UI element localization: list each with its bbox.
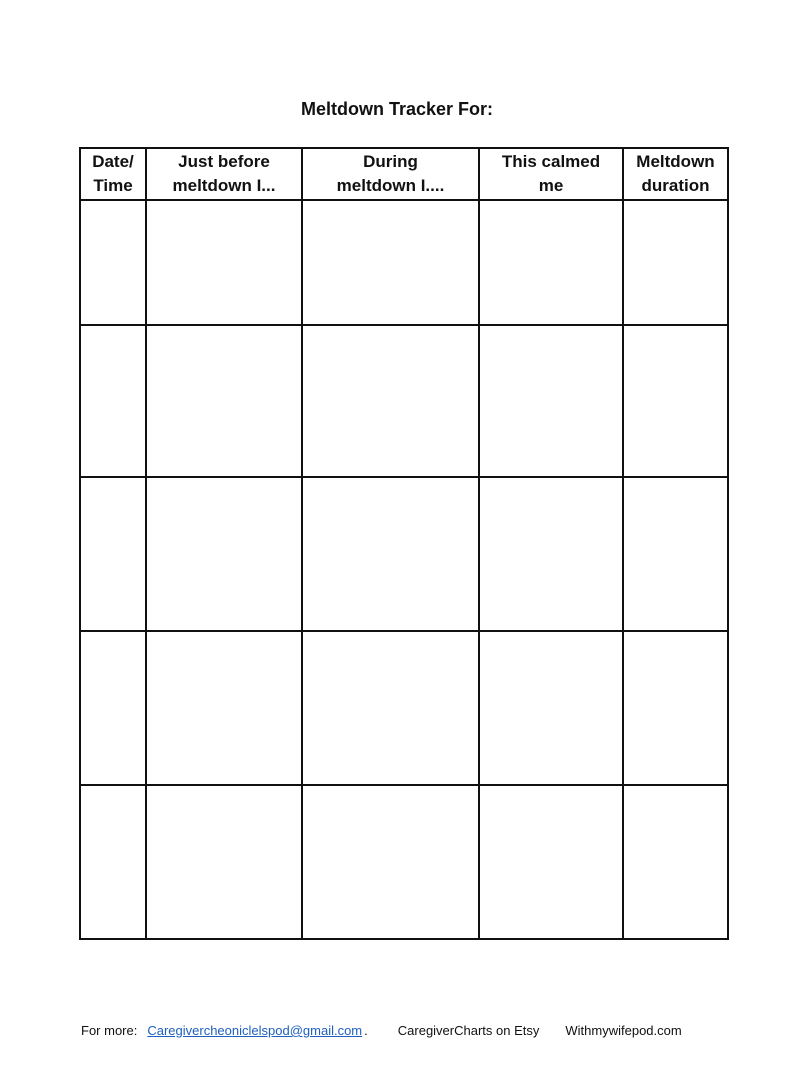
table-row <box>80 200 728 325</box>
footer-lead-text: For more: <box>81 1023 138 1038</box>
footer-email-link[interactable]: Caregivercheoniclelspod@gmail.com <box>147 1023 363 1038</box>
cell-just-before[interactable] <box>146 200 302 325</box>
header-just-before: Just before meltdown I... <box>146 148 302 200</box>
cell-during[interactable] <box>302 200 479 325</box>
cell-just-before[interactable] <box>146 785 302 939</box>
cell-during[interactable] <box>302 325 479 477</box>
cell-date-time[interactable] <box>80 631 146 785</box>
cell-during[interactable] <box>302 631 479 785</box>
cell-duration[interactable] <box>623 631 728 785</box>
meltdown-tracker-table <box>79 147 729 940</box>
cell-duration[interactable] <box>623 200 728 325</box>
footer-separator: . <box>364 1023 368 1038</box>
cell-date-time[interactable] <box>80 325 146 477</box>
cell-just-before[interactable] <box>146 631 302 785</box>
cell-calmed[interactable] <box>479 477 623 631</box>
header-calmed: This calmed me <box>479 148 623 200</box>
cell-duration[interactable] <box>623 785 728 939</box>
header-duration: Meltdown duration <box>623 148 728 200</box>
table-row <box>80 631 728 785</box>
page-title: Meltdown Tracker For: <box>300 99 494 119</box>
header-during: During meltdown I.... <box>302 148 479 200</box>
footer-site-text: Withmywifepod.com <box>565 1023 682 1038</box>
footer-etsy-text: CaregiverCharts on Etsy <box>397 1023 540 1038</box>
footer <box>81 1022 741 1040</box>
cell-calmed[interactable] <box>479 325 623 477</box>
table-header-row <box>80 148 728 200</box>
header-date-time: Date/ Time <box>80 148 146 200</box>
cell-calmed[interactable] <box>479 785 623 939</box>
cell-duration[interactable] <box>623 477 728 631</box>
cell-calmed[interactable] <box>479 200 623 325</box>
cell-during[interactable] <box>302 785 479 939</box>
table-row <box>80 477 728 631</box>
cell-date-time[interactable] <box>80 785 146 939</box>
cell-duration[interactable] <box>623 325 728 477</box>
cell-just-before[interactable] <box>146 325 302 477</box>
table-row <box>80 325 728 477</box>
cell-calmed[interactable] <box>479 631 623 785</box>
cell-date-time[interactable] <box>80 200 146 325</box>
cell-just-before[interactable] <box>146 477 302 631</box>
table-row <box>80 785 728 939</box>
cell-during[interactable] <box>302 477 479 631</box>
cell-date-time[interactable] <box>80 477 146 631</box>
